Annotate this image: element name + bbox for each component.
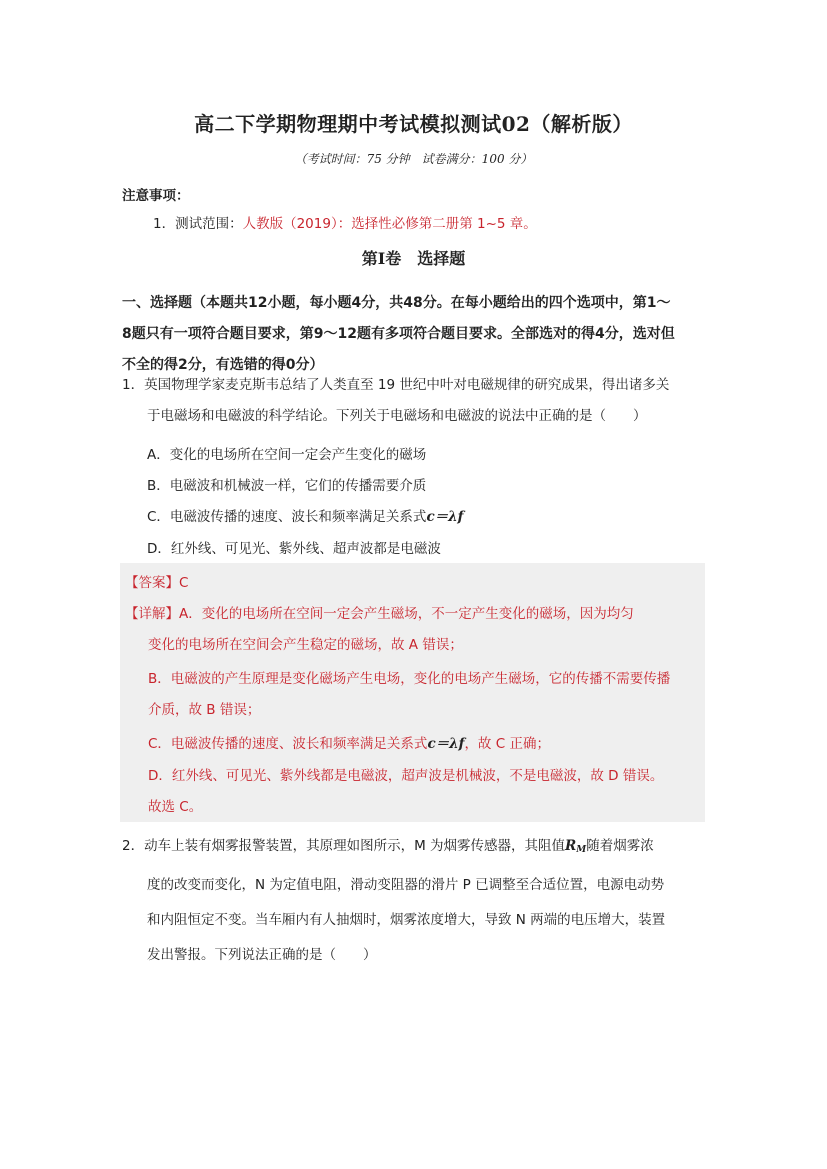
question-1-option-b: B．电磁波和机械波一样，它们的传播需要介质 — [147, 478, 427, 494]
question-2-stem — [122, 829, 712, 973]
section-heading-line: 8题只有一项符合题目要求，第9～12题有多项符合题目要求。全部选对的得4分，选对但 — [122, 326, 675, 342]
analysis-line: 介质，故 B 错误； — [148, 702, 261, 718]
analysis-line: 【详解】A．变化的电场所在空间一定会产生磁场，不一定产生变化的磁场，因为均匀 — [125, 606, 634, 622]
formula-c-lambda-f: c＝λf — [427, 736, 465, 752]
notice-item-scope: 人教版（2019）：选择性必修第二册第 1~5 章。 — [242, 216, 537, 232]
section-heading-line: 不全的得2分，有选错的得0分） — [122, 357, 324, 373]
answer-analysis-box — [120, 563, 705, 822]
option-c-text: C．电磁波传播的速度、波长和频率满足关系式 — [147, 509, 427, 525]
analysis-c-text: C．电磁波传播的速度、波长和频率满足关系式 — [148, 736, 428, 752]
part-name: 选择题 — [417, 249, 466, 268]
question-2-line: 和内阻恒定不变。当车厢内有人抽烟时，烟雾浓度增大，导致 N 两端的电压增大，装置 — [147, 912, 666, 928]
notice-heading: 注意事项： — [122, 188, 190, 204]
analysis-line: 故选 C。 — [148, 799, 203, 815]
question-1-option-d: D．红外线、可见光、紫外线、超声波都是电磁波 — [147, 541, 441, 557]
part-heading — [0, 246, 827, 269]
analysis-line: D．红外线、可见光、紫外线都是电磁波，超声波是机械波，不是电磁波，故 D 错误。 — [148, 768, 664, 784]
question-1-stem — [122, 370, 712, 432]
question-2-line — [122, 829, 712, 868]
question-1-line: 1．英国物理学家麦克斯韦总结了人类直至 19 世纪中叶对电磁规律的研究成果，得出诸多关 — [122, 377, 670, 393]
part-label: 第Ⅰ卷 — [361, 249, 402, 268]
question-2-line: 度的改变而变化，N 为定值电阻，滑动变阻器的滑片 P 已调整至合适位置，电源电动势 — [147, 877, 665, 893]
question-2-text: 随着烟雾浓 — [586, 838, 654, 854]
analysis-line — [148, 732, 550, 752]
exam-info: （考试时间：75 分钟 试卷满分：100 分） — [294, 152, 533, 166]
question-1-option-c — [147, 505, 463, 525]
section-heading — [122, 288, 712, 381]
question-2-text: 2．动车上装有烟雾报警装置，其原理如图所示，M 为烟雾传感器，其阻值 — [122, 838, 566, 854]
page-title: 高二下学期物理期中考试模拟测试02（解析版） — [194, 112, 633, 136]
question-1-option-a: A．变化的电场所在空间一定会产生变化的磁场 — [147, 447, 427, 463]
section-heading-line: 一、选择题（本题共12小题，每小题4分，共48分。在每小题给出的四个选项中，第1～ — [122, 295, 671, 311]
analysis-c-conclusion: ，故 C 正确； — [464, 736, 550, 752]
question-1-line: 于电磁场和电磁波的科学结论。下列关于电磁场和电磁波的说法中正确的是（ ） — [147, 408, 647, 424]
symbol-r-m: RM — [565, 838, 587, 855]
notice-item — [153, 212, 537, 232]
analysis-line: 变化的电场所在空间会产生稳定的磁场，故 A 错误； — [148, 637, 463, 653]
formula-c-lambda-f: c＝λf — [426, 509, 464, 525]
question-2-line: 发出警报。下列说法正确的是（ ） — [147, 947, 377, 963]
analysis-line: B．电磁波的产生原理是变化磁场产生电场，变化的电场产生磁场，它的传播不需要传播 — [148, 671, 671, 687]
answer-label: 【答案】C — [125, 575, 189, 591]
notice-item-prefix: 1．测试范围： — [153, 216, 243, 232]
